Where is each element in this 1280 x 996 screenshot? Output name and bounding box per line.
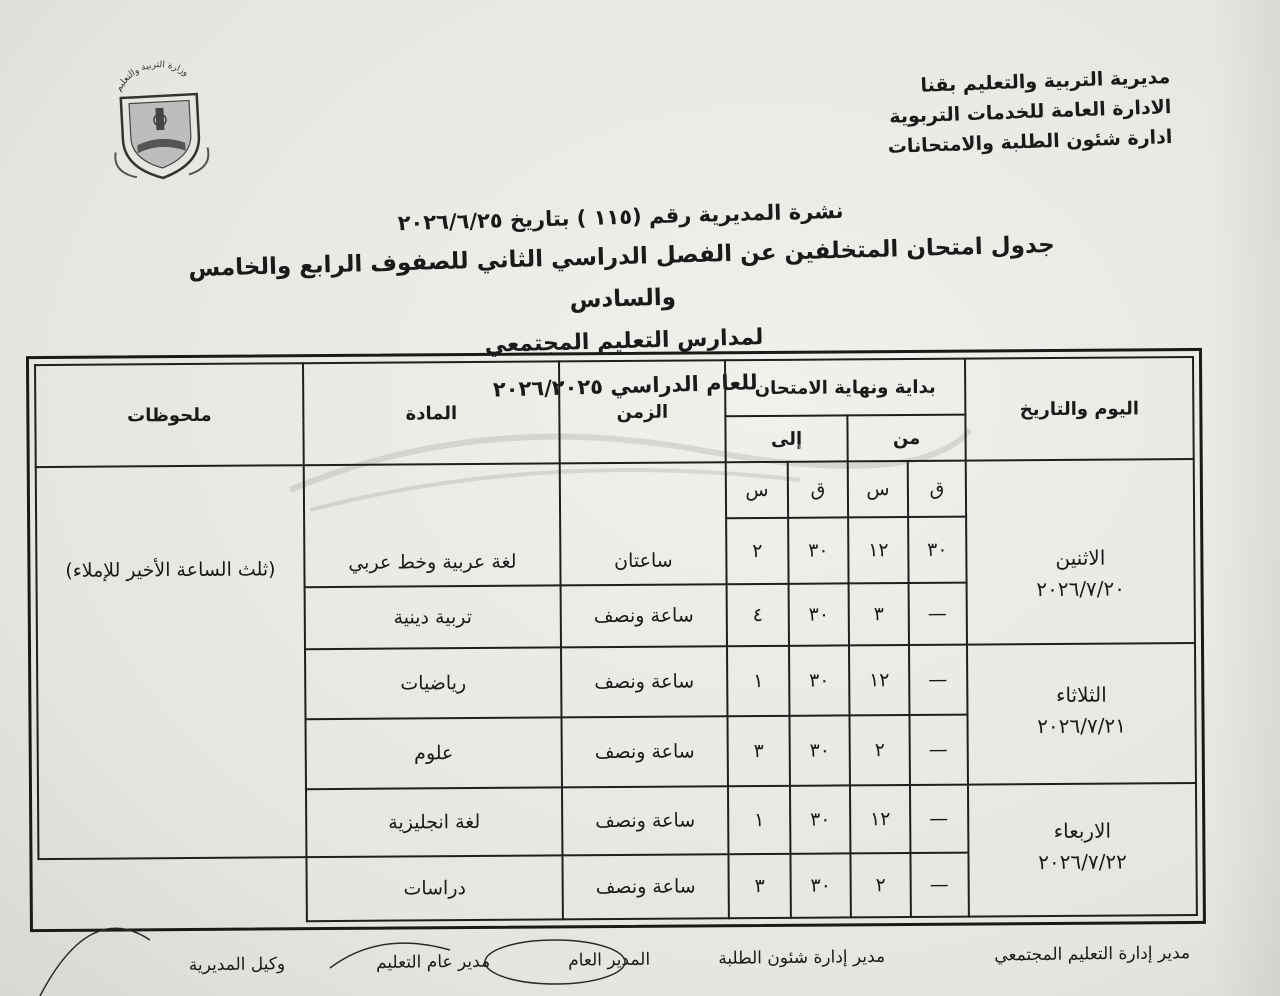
- subject-cell: علوم: [306, 717, 562, 789]
- header-duration: الزمن: [559, 360, 726, 463]
- subheader-hour: س: [848, 461, 908, 517]
- from-hour: ٢: [850, 853, 910, 917]
- subheader-hour: س: [726, 462, 788, 518]
- to-hour: ٣: [728, 854, 790, 918]
- from-minute: —: [910, 785, 968, 853]
- header-line-2: الادارة العامة للخدمات التربوية: [889, 95, 1172, 128]
- signature-student-affairs-manager: مدير إدارة شئون الطلبة: [718, 946, 886, 969]
- schedule-title: جدول امتحان المتخلفين عن الفصل الدراسي الثاني للصفوف الرابع والخامس والسادس: [188, 231, 1056, 314]
- exam-schedule-table-wrap: [34, 356, 1208, 959]
- header-line-1: مديرية التربية والتعليم بقنا: [920, 65, 1171, 97]
- subject-cell: لغة عربية وخط عربي: [304, 463, 561, 587]
- duration-cell: ساعة ونصف: [561, 716, 727, 787]
- day-cell: [966, 459, 1195, 645]
- exam-schedule-table: [34, 356, 1198, 924]
- to-minute: ٣٠: [788, 517, 848, 583]
- schools-title: لمدارس التعليم المجتمعي: [484, 325, 764, 358]
- to-minute: ٣٠: [789, 645, 849, 715]
- duration-cell: ساعة ونصف: [561, 646, 727, 717]
- day-name: الثلاثاء: [1055, 682, 1107, 707]
- from-hour: ٣: [849, 583, 909, 645]
- day-cell: [968, 783, 1197, 917]
- subheader-minute: ق: [788, 461, 848, 517]
- header-notes: ملحوظات: [35, 363, 304, 467]
- header-from: من: [847, 415, 965, 462]
- from-hour: ٢: [850, 715, 910, 785]
- to-minute: ٣٠: [790, 785, 850, 853]
- notes-cell: (ثلث الساعة الأخير للإملاء): [36, 465, 307, 859]
- signature-general-manager: المدير العام: [568, 949, 651, 971]
- to-minute: ٣٠: [790, 715, 850, 785]
- to-minute: ٣٠: [789, 583, 849, 645]
- day-name: الاثنين: [1055, 545, 1106, 570]
- header-day-date: اليوم والتاريخ: [965, 357, 1194, 461]
- signature-education-general-manager: مدير عام التعليم: [375, 951, 491, 974]
- academic-year-title: للعام الدراسي ٢٠٢٦/٢٠٢٥: [492, 370, 758, 402]
- day-name: الاربعاء: [1053, 818, 1112, 843]
- day-date: ٢٠٢٦/٧/٢٢: [1038, 849, 1127, 875]
- to-hour: ٣: [727, 716, 790, 786]
- from-hour: ١٢: [849, 645, 909, 715]
- signature-deputy-directorate: وكيل المديرية: [188, 954, 286, 976]
- to-hour: ١: [727, 646, 790, 716]
- bulletin-title: نشرة المديرية رقم (١١٥ ) بتاريخ ٢٠٢٦/٦/٢٥: [397, 198, 844, 236]
- page-shadow: [1210, 0, 1280, 996]
- subject-cell: دراسات: [306, 855, 562, 921]
- from-minute: —: [910, 715, 968, 785]
- directorate-header: [885, 62, 1173, 162]
- day-cell: [967, 643, 1196, 785]
- from-minute: —: [909, 645, 967, 715]
- from-minute: —: [909, 583, 967, 645]
- from-hour: ١٢: [850, 785, 910, 853]
- signature-community-edu-manager: مدير إدارة التعليم المجتمعي: [994, 943, 1191, 966]
- to-hour: ٤: [727, 584, 789, 646]
- to-hour: ١: [728, 786, 791, 854]
- svg-text:وزارة التربية والتعليم: [112, 58, 191, 93]
- to-minute: ٣٠: [790, 853, 850, 917]
- duration-cell: ساعتان: [560, 462, 727, 585]
- to-hour: ٢: [726, 518, 788, 584]
- duration-cell: ساعة ونصف: [561, 584, 727, 647]
- duration-cell: ساعة ونصف: [562, 786, 728, 855]
- ministry-logo: [97, 55, 223, 186]
- header-to: إلى: [725, 415, 847, 462]
- header-subject: المادة: [303, 361, 560, 465]
- from-hour: ١٢: [848, 517, 908, 583]
- day-date: ٢٠٢٦/٧/٢٠: [1036, 576, 1126, 602]
- subject-cell: رياضيات: [305, 647, 561, 719]
- header-line-3: ادارة شئون الطلبة والامتحانات: [887, 125, 1174, 158]
- day-date: ٢٠٢٦/٧/٢١: [1037, 713, 1127, 739]
- from-minute: ٣٠: [908, 517, 966, 583]
- subject-cell: تربية دينية: [305, 585, 561, 649]
- from-minute: —: [910, 853, 968, 917]
- duration-cell: ساعة ونصف: [562, 854, 728, 919]
- header-start-end: بداية ونهاية الامتحان: [725, 359, 965, 417]
- subheader-minute: ق: [908, 461, 966, 517]
- logo-arc-text: وزارة التربية والتعليم: [113, 60, 190, 94]
- subject-cell: لغة انجليزية: [306, 787, 562, 857]
